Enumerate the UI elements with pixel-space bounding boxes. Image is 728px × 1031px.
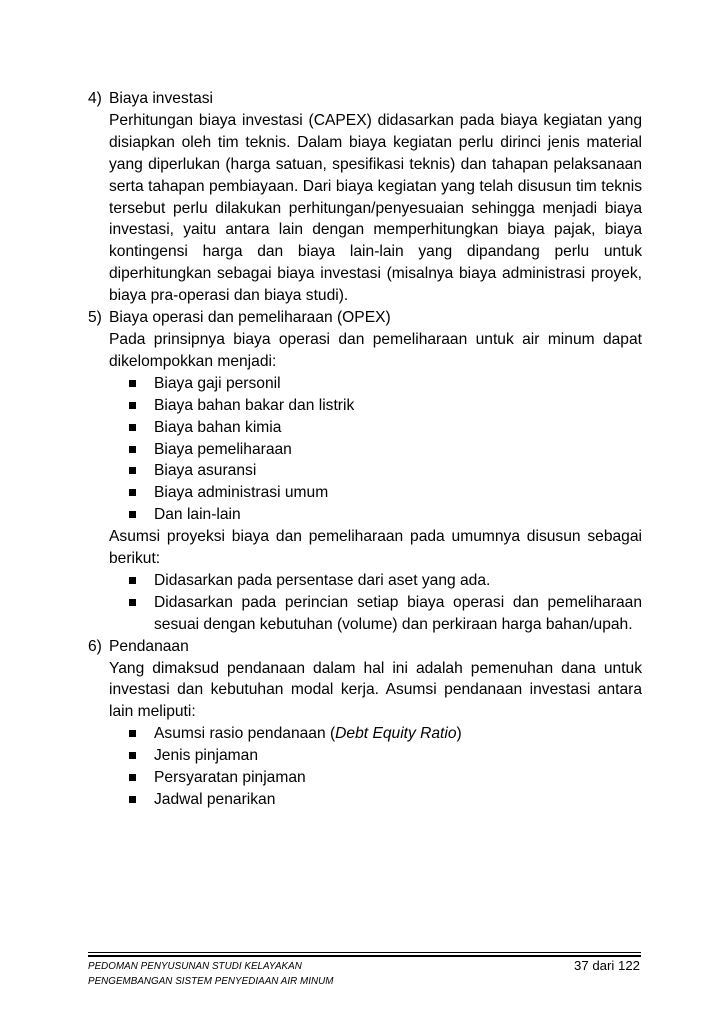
list-item: Persyaratan pinjaman: [154, 767, 642, 789]
list-item: Biaya asuransi: [154, 460, 642, 482]
list-item: Dan lain-lain: [154, 504, 642, 526]
section-paragraph-2: Asumsi proyeksi biaya dan pemeliharaan pada umumnya disusun sebagai berikut:: [109, 528, 642, 568]
bullet-list: [88, 373, 642, 526]
section-biaya-operasi: [88, 307, 642, 636]
section-paragraph: Pada prinsipnya biaya operasi dan pemeliharaan untuk air minum dapat dikelompokkan menjadi:: [109, 330, 642, 370]
square-bullet-icon: [129, 752, 136, 759]
square-bullet-icon: [129, 599, 136, 606]
section-title: Pendanaan: [109, 637, 189, 655]
square-bullet-icon: [129, 730, 136, 737]
section-pendanaan: [88, 636, 642, 811]
section-title: Biaya operasi dan pemeliharaan (OPEX): [109, 309, 391, 327]
square-bullet-icon: [129, 402, 136, 409]
square-bullet-icon: [129, 796, 136, 803]
list-item: Didasarkan pada persentase dari aset yang ada.: [154, 570, 642, 592]
list-item: Asumsi rasio pendanaan (Debt Equity Ratio): [154, 723, 642, 745]
bullet-list: [88, 723, 642, 811]
section-paragraph: Yang dimaksud pendanaan dalam hal ini adalah pemenuhan dana untuk investasi dan kebutuhan modal kerja. Asumsi pendanaan investasi antara lain meliputi:: [109, 659, 642, 721]
section-biaya-investasi: [88, 88, 642, 307]
square-bullet-icon: [129, 774, 136, 781]
square-bullet-icon: [129, 467, 136, 474]
list-item: Biaya pemeliharaan: [154, 439, 642, 461]
square-bullet-icon: [129, 424, 136, 431]
footer-rule: [88, 952, 641, 953]
page-number: 37 dari 122: [574, 958, 640, 973]
square-bullet-icon: [129, 577, 136, 584]
list-item: Didasarkan pada perincian setiap biaya operasi dan pemeliharaan sesuai dengan kebutuhan (volume) dan perkiraan harga bahan/upah.: [154, 592, 642, 636]
page-body: [88, 88, 642, 811]
list-item: Biaya gaji personil: [154, 373, 642, 395]
list-item: Jenis pinjaman: [154, 745, 642, 767]
square-bullet-icon: [129, 380, 136, 387]
square-bullet-icon: [129, 511, 136, 518]
list-item: Jadwal penarikan: [154, 789, 642, 811]
footer-title: [88, 959, 334, 989]
section-title: Biaya investasi: [109, 90, 214, 107]
footer-line-1: PEDOMAN PENYUSUNAN STUDI KELAYAKAN: [88, 961, 302, 972]
list-item: Biaya bahan bakar dan listrik: [154, 395, 642, 417]
square-bullet-icon: [129, 446, 136, 453]
section-number: 4): [88, 90, 102, 107]
bullet-list-2: [88, 570, 642, 636]
section-number: 5): [88, 309, 102, 327]
square-bullet-icon: [129, 489, 136, 496]
section-paragraph: Perhitungan biaya investasi (CAPEX) didasarkan pada biaya kegiatan yang disiapkan oleh tim teknis. Dalam biaya kegiatan perlu dirinci jenis material yang diperlukan (harga satuan, spesifikasi teknis) dan tahapan pelaksanaan serta tahapan pembiayaan. Dari biaya kegiatan yang telah disusun tim teknis tersebut perlu dilakukan perhitungan/penyesuaian sehingga menjadi biaya investasi, yaitu antara lain dengan memperhitungkan biaya pajak, biaya kontingensi harga dan biaya lain-lain yang dipandang perlu untuk diperhitungkan sebagai biaya investasi (misalnya biaya administrasi proyek, biaya pra-operasi dan biaya studi).: [109, 111, 642, 305]
list-item: Biaya administrasi umum: [154, 482, 642, 504]
footer-line-2: PENGEMBANGAN SISTEM PENYEDIAAN AIR MINUM: [88, 976, 334, 987]
footer-rule-thick: [88, 955, 641, 957]
list-item: Biaya bahan kimia: [154, 417, 642, 439]
section-number: 6): [88, 637, 102, 655]
